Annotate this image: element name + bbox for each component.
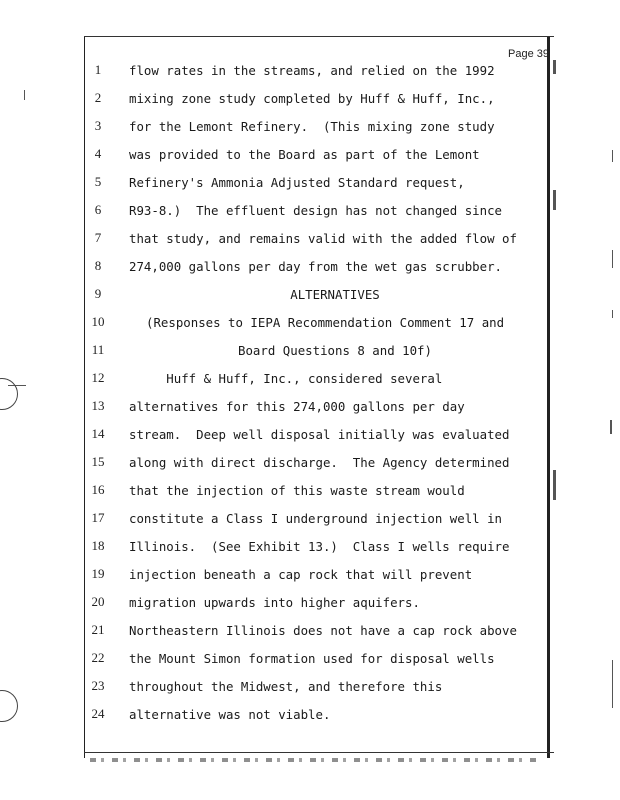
line-number: 14 — [91, 426, 105, 441]
scan-mark — [612, 250, 613, 268]
transcript-line: Huff & Huff, Inc., considered several — [129, 371, 443, 386]
page-number: Page 39 — [508, 48, 549, 60]
scan-noise — [90, 758, 540, 762]
transcript-line: Board Questions 8 and 10f) — [238, 343, 432, 358]
transcript-line: 274,000 gallons per day from the wet gas scrubber. — [129, 259, 502, 274]
section-heading: ALTERNATIVES — [290, 287, 380, 302]
line-number: 17 — [91, 510, 105, 525]
line-number: 6 — [94, 202, 102, 217]
line-number: 3 — [94, 118, 102, 133]
transcript-line: the Mount Simon formation used for disposal wells — [129, 651, 495, 666]
transcript-line: stream. Deep well disposal initially was evaluated — [129, 427, 510, 442]
line-number: 23 — [91, 678, 105, 693]
transcript-line: throughout the Midwest, and therefore this — [129, 679, 443, 694]
line-number: 19 — [91, 566, 105, 581]
transcript-line: Illinois. (See Exhibit 13.) Class I wells require — [129, 539, 510, 554]
scan-mark — [610, 420, 612, 434]
scan-mark — [553, 190, 556, 210]
line-number: 1 — [94, 62, 102, 77]
transcript-line: migration upwards into higher aquifers. — [129, 595, 420, 610]
line-number: 9 — [94, 286, 102, 301]
transcript-line: flow rates in the streams, and relied on the 1992 — [129, 63, 495, 78]
scan-mark — [24, 90, 25, 100]
transcript-line: was provided to the Board as part of the Lemont — [129, 147, 480, 162]
line-number: 18 — [91, 538, 105, 553]
transcript-line: for the Lemont Refinery. (This mixing zone study — [129, 119, 495, 134]
line-number: 24 — [91, 706, 105, 721]
line-number: 8 — [94, 258, 102, 273]
transcript-line: mixing zone study completed by Huff & Huff, Inc., — [129, 91, 495, 106]
page-frame — [84, 36, 550, 758]
transcript-line: along with direct discharge. The Agency determined — [129, 455, 510, 470]
hole-punch-mark — [0, 378, 18, 410]
line-number: 12 — [91, 370, 105, 385]
line-number: 7 — [94, 230, 102, 245]
page-top-rule — [84, 36, 554, 37]
line-number: 15 — [91, 454, 105, 469]
transcript-line: injection beneath a cap rock that will prevent — [129, 567, 473, 582]
transcript-line: that study, and remains valid with the added flow of — [129, 231, 517, 246]
line-number: 20 — [91, 594, 105, 609]
transcript-line: constitute a Class I underground injection well in — [129, 511, 502, 526]
line-number: 2 — [94, 90, 102, 105]
transcript-line: Northeastern Illinois does not have a cap rock above — [129, 623, 517, 638]
transcript-line: alternative was not viable. — [129, 707, 331, 722]
transcript-line: alternatives for this 274,000 gallons per day — [129, 399, 465, 414]
page-bottom-rule — [84, 752, 554, 753]
scan-mark — [612, 310, 613, 318]
line-number: 16 — [91, 482, 105, 497]
line-number: 22 — [91, 650, 105, 665]
line-number: 5 — [94, 174, 102, 189]
transcript-line: Refinery's Ammonia Adjusted Standard request, — [129, 175, 465, 190]
transcript-line: R93-8.) The effluent design has not changed since — [129, 203, 502, 218]
line-number: 21 — [91, 622, 105, 637]
line-number: 13 — [91, 398, 105, 413]
transcript-line: (Responses to IEPA Recommendation Comment 17 and — [146, 315, 505, 330]
scan-mark — [612, 150, 613, 162]
scan-mark — [553, 470, 556, 500]
scan-mark — [553, 60, 556, 74]
transcript-line: that the injection of this waste stream would — [129, 483, 465, 498]
line-number: 10 — [91, 314, 105, 329]
scan-mark — [612, 660, 613, 708]
line-number: 4 — [94, 146, 102, 161]
line-number: 11 — [91, 342, 105, 357]
hole-punch-mark — [0, 690, 18, 722]
